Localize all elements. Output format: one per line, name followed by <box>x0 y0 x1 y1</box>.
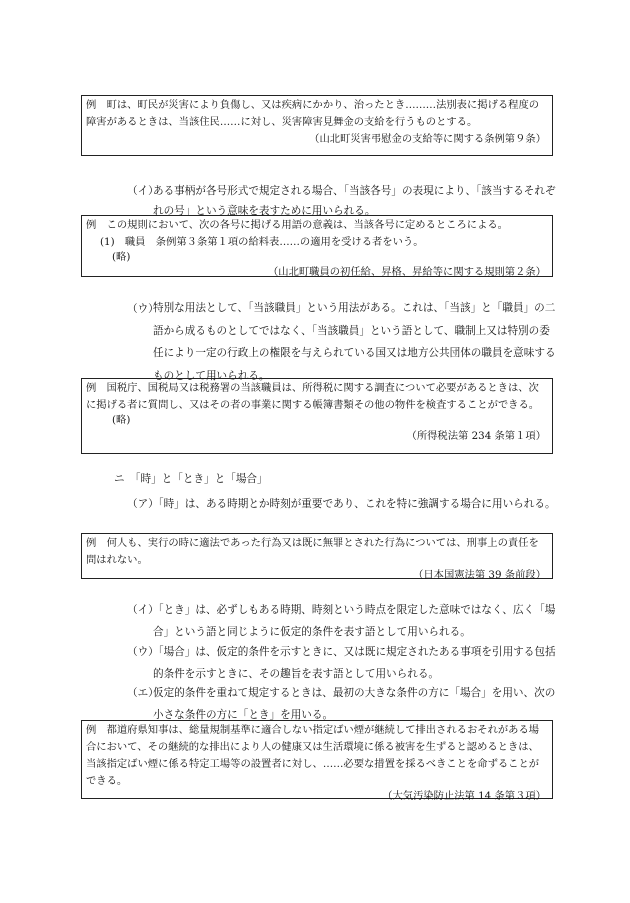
example-source: （山北町災害弔慰金の支給等に関する条例第９条） <box>309 133 546 145</box>
example-box-2 <box>81 215 553 277</box>
item-text: 「とき」は、必ずしもある時期、時刻という時点を限定した意味ではなく、広く「場合」という語と同じように仮定的条件を表す語として用いられる。 <box>153 603 556 638</box>
example-text: 例 この規則において、次の各号に掲げる用語の意義は、当該各号に定めるところによる。 <box>86 219 508 231</box>
example-omitted: (略) <box>112 414 131 426</box>
item-label: （ア） <box>127 498 159 510</box>
example-source: （山北町職員の初任給、昇格、昇給等に関する規則第２条） <box>267 266 546 278</box>
example-omitted: (略) <box>112 251 131 263</box>
example-box-5 <box>81 720 553 802</box>
item-u-baai <box>127 643 557 685</box>
example-box-3 <box>81 378 553 454</box>
example-source: （大気汚染防止法第 14 条第３項） <box>382 790 546 802</box>
example-source: （所得税法第 234 条第１項） <box>406 430 546 442</box>
item-label: （ウ） <box>127 646 159 658</box>
item-label: （イ） <box>127 604 159 616</box>
example-text: 例 国税庁、国税局又は税務署の当該職員は、所得税に関する調査について必要があるときは、次に掲げる者に質問し、又はその者の事業に関する帳簿書類その他の物件を検査することができる。 <box>86 382 540 411</box>
item-text: 仮定的条件を重ねて規定するときは、最初の大きな条件の方に「場合」を用い、次の小さな条件の方に「とき」を用いる。 <box>153 686 556 721</box>
item-a-toki-kanji <box>127 495 557 515</box>
item-text: 「時」は、ある時期とか時刻が重要であり、これを特に強調する場合に用いられる。 <box>153 497 556 510</box>
example-box-1 <box>81 95 553 156</box>
item-text: ある事柄が各号形式で規定される場合、「当該各号」の表現により、「該当するそれぞれの号」という意味を表すために用いられる。 <box>153 185 556 217</box>
example-box-4 <box>81 533 553 579</box>
example-item-1: (1) 職員 条例第３条第１項の給料表……の適用を受ける者をいう。 <box>100 236 424 248</box>
item-u-tougai-shokuin <box>127 300 557 387</box>
item-text: 「場合」は、仮定的条件を示すときに、又は既に規定されたある事項を引用する包括的条件を示すときに、その趣旨を表す語として用いられる。 <box>153 645 556 680</box>
example-text: 例 何人も、実行の時に適法であった行為又は既に無罪とされた行為については、刑事上の責任を問はれない。 <box>86 537 539 566</box>
item-i-toki-hiragana <box>127 601 557 643</box>
item-text: 特別な用法として、「当該職員」という用法がある。これは、「当該」と「職員」の二語から成るものとしてではなく、「当該職員」という語として、職制上又は特別の委任により一定の行政上の権限を与えられている国又は地方公共団体の職員を意味するものとして用いられる。 <box>153 302 556 382</box>
item-label: （エ） <box>127 687 159 699</box>
section-heading: ニ 「時」と「とき」と「場合」 <box>114 473 268 485</box>
example-text: 例 都道府県知事は、総量規制基準に適合しない指定ばい煙が継続して排出されるおそれがある場合において、その継続的な排出により人の健康又は生活環境に係る被害を生ずると認めるときは、当該指定ばい煙に係る特定工場等の設置者に対し、……必要な措置を採るべきことを命ずることができる。 <box>86 724 540 787</box>
item-label: （イ） <box>127 185 159 197</box>
example-source: （日本国憲法第 39 条前段） <box>413 569 546 581</box>
item-label: （ウ） <box>127 303 159 315</box>
example-text: 例 町は、町民が災害により負傷し、又は疾病にかかり、治ったとき………法別表に掲げる程度の障害があるときは、当該住民……に対し、災害障害見舞金の支給を行うものとする。 <box>86 99 540 128</box>
